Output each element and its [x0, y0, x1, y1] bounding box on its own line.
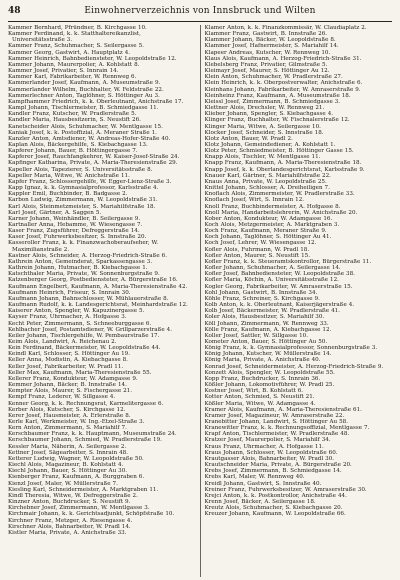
directory-entry: Koch Franz, Kaufmann, Meraner Straße 9.: [204, 228, 327, 235]
directory-entry: Klotz Johann, Gemeindediener, A. Kohlstatt 1.: [204, 141, 336, 148]
directory-entry: Kaser Franz, Zugsführer, Defreggerstraße 14.: [8, 228, 140, 235]
directory-entry: Klinger Maria, Witwe, A. Seilergasse 10.: [204, 123, 321, 130]
directory-entry: Karl Josef, Gärtner, A. Saggen 5.: [8, 209, 102, 216]
directory-entry: Kaser Josef, Fuhrwerksbesitzer, S. Innstraße 20.: [8, 234, 147, 241]
directory-entry: Klotz Anton, Bauer, W. Pradl 2.: [204, 135, 293, 142]
directory-entry: Knoll Franz, Buchbindermeister, A. Hofgasse 8.: [204, 203, 341, 210]
directory-entry: Krautschneider Maria, Private, A. Bürgerstraße 20.: [204, 462, 352, 469]
directory-entry: Kapferer Josef, Rauchfangkehrer, W. Kaiser-Josef-Straße 24.: [8, 154, 180, 161]
directory-entry: Kerschbaumer Johann, Schmied, W. Pradlerstraße 19.: [8, 437, 162, 444]
directory-entry: Kempf Franz, Lederer, W. Sillgasse 4.: [8, 394, 116, 401]
directory-entry: Klinger Franz, Buchhalter, W. Fischnalerstraße 12.: [204, 117, 350, 124]
directory-entry: Kößler Johann, Lokomotivführer, W. Pradl 25.: [204, 382, 335, 389]
directory-entry: König Franz, k. k. Gymnasialprofessor, Sonnenburgstraße 3.: [204, 345, 378, 352]
directory-entry: Katschthaler Maria, Private, W. Sonnenburgstraße 9.: [8, 271, 160, 278]
directory-entry: Kolb Josef, Bäckermeister, W. Pradlerstraße 41.: [204, 308, 340, 315]
directory-entry: Koch Josef, Lehrer, W. Wiesengasse 12.: [204, 240, 317, 247]
directory-entry: Krenn Josef, Bäcker, A. Seilergasse 18.: [204, 499, 316, 506]
directory-entry: Kirchebner Josef, Zimmermann, W. Mentlgasse 3.: [8, 505, 150, 512]
directory-entry: Kammer Georg, Gastwirt, A. Hauptplatz 4.: [8, 49, 131, 56]
directory-entry: Klammer Franz, Gastwirt, B. Innstraße 26.: [204, 31, 328, 38]
directory-entry: Keller Max, Kaufmann, Maria-Theresienstraße 55.: [8, 369, 152, 376]
directory-entry: Kerschbaumer Franz, k. k. Hauptmann, Museumstraße 24.: [8, 431, 177, 438]
directory-entry: Kreiner Franz, Fuhrwerksbesitzer, W. Amraserstraße 30.: [204, 486, 367, 493]
directory-entry: Kammerlechner Anton, Taglöhner, S. Höttinger Au 3.: [8, 92, 160, 99]
directory-entry: Kerer Josef, Hausmeister, A. Erlerstraße 8.: [8, 412, 131, 419]
directory-entry: Kapp Ignaz, k. k. Gymnasialprofessor, Karlsstraße 4.: [8, 185, 159, 192]
directory-entry: Kaplan Alois, Bäckergehilfe, S. Kiebachgasse 13.: [8, 141, 148, 148]
left-column: [8, 25, 196, 577]
directory-entry: Knauer Karl, Gärtner, S. Mariahilfstraße 22.: [204, 172, 331, 179]
directory-entry: Kettner Josef, Sägearbeiter, S. Innrain 48.: [8, 449, 129, 456]
directory-entry: Knoflach Josef, Wirt, S. Innrain 12.: [204, 197, 305, 204]
directory-entry: Kiechl Johann, Bauer, S. Höttinger Au 30.: [8, 468, 128, 475]
directory-entry: Kotter Anton, Schmied, S. Neustift 21.: [204, 394, 315, 401]
directory-entry: Kirchner Franz, Metzger, A. Riesengasse 4.: [8, 517, 133, 524]
directory-entry: Koler Alois, Hausbesitzer, S. Mariahilf 30.: [204, 314, 325, 321]
directory-entry: Koller Josef, Sattler, W. Sillgasse 10.: [204, 332, 308, 339]
directory-entry: Kinzner Anton, Buchdrucker, S. Neustift 9.: [8, 499, 131, 506]
directory-entry: Kofler Maria, Köchin, A. Universitätsstraße 12.: [204, 277, 339, 284]
directory-entry: Klaus Alois, Kaufmann, A. Herzog-Friedrich-Straße 31.: [204, 55, 362, 62]
directory-entry: Kandler Franz, Kutscher, W. Pradlerstraße 5.: [8, 111, 137, 118]
directory-entry: Konzett Alois, Spengler, W. Leopoldstraße 55.: [204, 369, 335, 376]
directory-entry: Kasseroller Franz, k. k. Finanzwachoberaufseher, W. Maximilianstraße 2.: [8, 240, 159, 253]
directory-entry: Kaiserer Anton, Spengler, W. Kapuzinergasse 5.: [8, 308, 145, 315]
directory-entry: Kaufmann Rudolf, k. k. Landesgerichtsrat, Meinhardstraße 12.: [8, 302, 188, 309]
directory-entry: Koch Alois, Metzgermeister, A. Marktgraben 3.: [204, 222, 340, 228]
directory-entry: Karl Alois, Steinmetzmeister, S. Mariahilfstraße 18.: [8, 203, 156, 210]
directory-entry: Kammer Karl, Fabrikarbeiter, W. Rennweg 6.: [8, 74, 137, 81]
directory-entry: Keller Anna, Modistin, A. Kiebachgasse 8.: [8, 357, 128, 364]
directory-entry: Katzenberger Georg, Postbediensteter, A. Bürgerstraße 16.: [8, 277, 178, 284]
directory-entry: Klein Anton, Schuhmacher, W. Pradlerstraße 27.: [204, 74, 343, 81]
directory-entry: Kistler Maria, Private, A. Anichstraße 33.: [8, 529, 127, 536]
directory-entry: Kammer Johann, Maurerpolier, A. Kohlstatt 8.: [8, 61, 140, 68]
directory-entry: Kanzler Anton, Amtsdiener, W. Andreas-Hofer-Straße 40.: [8, 135, 171, 142]
directory-entry: Keller Josef, Fabrikarbeiter, W. Pradl 11.: [8, 363, 124, 370]
directory-entry: Kandler Maria, Hausbesitzerin, S. Neustift 26.: [8, 117, 141, 124]
directory-entry: Knoll Maria, Handarbeitslehrerin, W. Anichstraße 20.: [204, 209, 358, 216]
running-title: Einwohnerverzeichnis von Innsbruck und Wilten: [84, 6, 316, 16]
directory-entry: Kofler Franz, k. k. Steueramtskontrollor, Bürgerstraße 11.: [204, 258, 372, 265]
directory-entry: Kolb Anton, k. k. Oberleutnant, Kaiserjägerstraße 4.: [204, 302, 355, 309]
directory-entry: Krautgasser Alois, Bahnarbeiter, W. Pradl 30.: [204, 455, 335, 462]
directory-entry: Klein Heinrich, k. k. Oberpostverwalter, Anichstraße 6.: [204, 80, 363, 87]
directory-entry: Kempter Alois, Maurer, S. Fischergasse 21.: [8, 388, 133, 395]
directory-entry: Kecht Peter, Zimmermann, S. Schneeburggasse 6.: [8, 320, 152, 327]
directory-entry: Kienberger Franz, Kaufmann, A. Burggraben 6.: [8, 474, 145, 481]
directory-entry: Klotz Peter, Schmiedmeister, B. Höttinger Gasse 15.: [204, 148, 354, 155]
directory-entry: Kindl Theresia, Witwe, W. Defreggerstraße 2.: [8, 492, 138, 499]
column-divider: [200, 25, 201, 577]
directory-entry: Kratzer Josef, Maurerpolier, S. Mariahilf 34.: [204, 437, 331, 444]
directory-entry: Kayser Franz, Uhrmacher, A. Hofgasse 3.: [8, 314, 127, 321]
header-rule: [8, 21, 392, 22]
directory-entry: Kofler Alois, Fuhrmann, W. Pradl 18.: [204, 246, 310, 253]
directory-entry: Kostner Josef, Wirt, B. Kohlstatt 6.: [204, 388, 304, 395]
directory-entry: Kopp Franz, Buchdrucker, S. Innrain 36.: [204, 375, 321, 382]
directory-entry: Kreuzer Johann, Kaufmann, W. Leopoldstraße 66.: [204, 511, 346, 518]
directory-entry: Kenner Georg, k. k. Rechnungsrat, Karmelitergasse 6.: [8, 400, 164, 407]
directory-entry: Kellerer Franz, Kondukteur, W. Adamgasse 9.: [8, 375, 138, 382]
directory-entry: Klettner Alois, Drechsler, W. Rennweg 21.: [204, 105, 325, 112]
directory-entry: Kofler Johann, Schuhmacher, A. Seilergasse 14.: [204, 265, 341, 272]
directory-entry: Klieber Johann, Spengler, S. Kiebachgasse 4.: [204, 111, 334, 118]
directory-entry: Kreutz Alois, Schuhmacher, S. Kiebachgasse 20.: [204, 505, 343, 512]
directory-entry: Kammer Bernhard, Pfründner, B. Kirchgasse 10.: [8, 25, 147, 31]
directory-entry: Kölle Franz, Kaufmann, A. Kiebachgasse 12.: [204, 326, 332, 333]
directory-entry: Kiechl Alois, Magazineur, B. Kohlstatt 4.: [8, 462, 124, 469]
directory-entry: Kogler Georg, Fabrikarbeiter, W. Amraserstraße 15.: [204, 283, 353, 290]
directory-entry: Kranewitter Franz, k. k. Rechnungsoffizial, Mentlgasse 7.: [204, 425, 370, 432]
directory-entry: Kometer Anton, Bauer, S. Höttinger Au 50.: [204, 338, 328, 345]
directory-entry: Karbon Ludwig, Zimmermann, W. Leopoldstraße 31.: [8, 197, 158, 204]
right-column: [205, 25, 393, 577]
directory-entry: Kerle Karl, Werkmeister, W. Ing.-Etzel-Straße 3.: [8, 419, 145, 425]
directory-entry: Kappler Emil, Buchbinder, B. Badgasse 2.: [8, 191, 128, 198]
directory-entry: Kraus Johann, Schlosser, W. Leopoldstraße 60.: [204, 449, 338, 456]
directory-entry: Karner Johann, Weinhändler, B. Seilergasse 9.: [8, 215, 141, 222]
directory-entry: Kessler Maria, Näherin, A. Seilergasse 2.: [8, 443, 127, 450]
page-header: [8, 6, 392, 18]
directory-entry: Kleinheinz Franz, Kaufmann, A. Museumstraße 18.: [204, 92, 351, 99]
directory-entry: Kofler Anton, Maurer, S. Neustift 15.: [204, 252, 310, 259]
directory-entry: Kammerlander Josef, Kaufmann, A. Museumstraße 9.: [8, 80, 161, 87]
directory-entry: Konrad Josef, Schneidermeister, A. Herzog-Friedrich-Straße 9.: [204, 363, 384, 370]
directory-entry: Kirchmair Johann, k. k. Gerichtsadjunkt, Schöpfstraße 10.: [8, 511, 175, 518]
directory-entry: König Maria, Private, A. Anichstraße 40.: [204, 357, 321, 364]
directory-entry: Kirschner Alois, Bahnarbeiter, W. Pradl 14.: [8, 523, 131, 530]
directory-entry: Kapeller Alois, Tapezierer, S. Universitätsstraße 8.: [8, 166, 153, 173]
directory-entry: Kienzl Josef, Maler, W. Müllerstraße 7.: [8, 480, 118, 487]
directory-entry: Kampl Johann, Tischlermeister, B. Schmiedgasse 11.: [8, 105, 159, 112]
directory-entry: Knittel Johann, Schlosser, A. Dreiheiligen 7.: [204, 185, 330, 192]
directory-entry: Klammer Johann, Bäcker, W. Leopoldstraße 8.: [204, 37, 336, 44]
directory-entry: Kapferer Johann, Bauer, B. Höttingergasse 7.: [8, 148, 138, 155]
directory-entry: Kammer Heinrich, Bahnbediensteter, W. Leopoldstraße 12.: [8, 55, 177, 62]
directory-entry: Knapp Josef, k. k. Oberlandesgerichtsrat, Karlsstraße 9.: [204, 166, 365, 173]
directory-entry: Krebs Josef, Zimmermann, B. Schmiedgasse 14.: [204, 468, 342, 475]
directory-entry: Koch Johann, Taglöhner, S. Höttinger Au 41.: [204, 234, 332, 241]
directory-entry: Kathrein Johann, Hutmacher, B. Kiebachgasse 1.: [8, 265, 148, 272]
directory-entry: Kein Ferdinand, Bäckermeister, W. Leopoldstraße 44.: [8, 345, 161, 352]
directory-entry: Kleissl Josef, Zimmermann, B. Schmiedgasse 3.: [204, 98, 341, 105]
directory-columns: [8, 25, 392, 577]
directory-entry: Köll Johann, Zimmermann, W. Rennweg 33.: [204, 320, 329, 327]
directory-entry: Krebs Karl, Maler, W. Rennweg 40.: [204, 474, 305, 481]
directory-entry: Kehlbacher Josef, Postamtsdiener, W. Grillparzerstraße 4.: [8, 326, 172, 333]
directory-entry: Kofler Josef, Bahnbediensteter, W. Leopoldstraße 38.: [204, 271, 355, 278]
directory-entry: Kranebitter Johann, Landwirt, S. Höttinger Au 58.: [204, 419, 349, 425]
directory-entry: Köhle Franz, Schreiner, S. Kirchgasse 9.: [204, 295, 320, 302]
directory-entry: Kohl Johann, Gastwirt, B. Innstraße 34.: [204, 289, 318, 296]
directory-entry: Kammer Ferdinand, k. k. Statthaltereikanzlist, Universitätsstraße 3.: [8, 31, 141, 44]
directory-entry: Krapf Anton, Tischlermeister, W. Pradlerstraße 48.: [204, 431, 350, 438]
directory-entry: Knapp Franz, Kaufmann, A. Maria-Theresienstraße 18.: [204, 160, 362, 167]
directory-entry: Knaus Anna, Private, W. Leopoldstraße 25.: [204, 178, 327, 185]
directory-entry: Keindl Karl, Schlosser, S. Höttinger Au 19.: [8, 351, 130, 358]
directory-entry: Kreidl Johann, Gastwirt, S. Innstraße 40.: [204, 480, 322, 487]
directory-entry: Ketterer Ludwig, Wagner, W. Leopoldstraße 50.: [8, 455, 144, 462]
directory-entry: Krejci Anton, k. k. Postkontrollor, Anichstraße 44.: [204, 492, 347, 499]
directory-entry: Klebelsberg Franz, Privatier, Gilmstraße 5.: [204, 61, 328, 68]
directory-entry: Kleinhans Johann, Fabrikarbeiter, W. Amraserstraße 9.: [204, 86, 361, 93]
page-number: 48: [8, 6, 21, 16]
directory-entry: Kammer Franz, Schuhmacher, S. Seilergasse 5.: [8, 43, 144, 50]
directory-entry: Klocker Josef, Schneider, S. Innstraße 18.: [204, 129, 324, 136]
directory-entry: Kammer Josef, Privatier, S. Innrain 14.: [8, 68, 119, 75]
directory-entry: Kiesling Karl, Schneidermeister, A. Marktgraben 11.: [8, 486, 159, 493]
directory-entry: Kober Anton, Kondukteur, W. Adamgasse 16.: [204, 215, 333, 222]
directory-entry: Kramer Josef, Magazineur, W. Amraserstraße 22.: [204, 412, 345, 419]
directory-entry: Kapeller Maria, Witwe, W. Anichstraße 11.: [8, 172, 130, 179]
directory-entry: Kathrein Anton, Gemeinderat, Sparkassengasse 3.: [8, 258, 153, 265]
directory-entry: Kartnaller Anna, Hebamme, W. Wiesengasse 7.: [8, 222, 143, 228]
directory-entry: Kraus Franz, Uhrmacher, A. Hofgasse 11.: [204, 443, 324, 450]
directory-entry: Keiler Johann, Tischlergehilfe, W. Pembaurstraße 17.: [8, 332, 160, 339]
directory-entry: Kaufmann Heinrich, Friseur, S. Innrain 30.: [8, 289, 131, 296]
directory-entry: Kammerlander Wilhelm, Buchhalter, W. Feldstraße 22.: [8, 86, 164, 93]
directory-entry: Kapfinger Katharina, Private, A. Maria-Theresienstraße 29.: [8, 160, 178, 167]
directory-entry: König Johann, Kutscher, W. Müllerstraße 14.: [204, 351, 332, 358]
directory-entry: Kerber Alois, Kutscher, S. Kirchgasse 12.: [8, 406, 126, 413]
directory-entry: Kampfhammer Friedrich, k. k. Oberleutnant, Anichstraße 17.: [8, 98, 184, 105]
directory-entry: Kapfer Franz, Schlossergehilfe, W. Egger-Lienz-Straße 3.: [8, 178, 172, 185]
directory-entry: Kern Anton, Zimmermann, S. Mariahilf 7.: [8, 425, 127, 432]
directory-entry: Kaufmann Engelbert, Kaufmann, A. Maria-Theresienstraße 42.: [8, 283, 188, 290]
directory-entry: Kaniak Josef, k. k. Postoffizial, A. Meraner Straße 1.: [8, 129, 157, 136]
directory-entry: Klammer Josef, Hafnermeister, S. Mariahilf 14.: [204, 43, 339, 50]
directory-entry: Kanetscheider Alois, Schuhmacher, W. Mentlgasse 15.: [8, 123, 163, 130]
directory-entry: Klapeer Andreas, Kutscher, W. Rennweg 10.: [204, 49, 331, 56]
directory-entry: Klamer Anton, k. k. Finanzkommissär, W. Claudiaplatz 2.: [204, 25, 367, 31]
directory-entry: Kößler Maria, Witwe, W. Adamgasse 4.: [204, 400, 316, 407]
directory-entry: Kleimayr Josef, Maurer, S. Höttinger Au 12.: [204, 68, 330, 75]
directory-entry: Keim Alois, Landwirt, A. Reichenau 2.: [8, 338, 117, 345]
directory-entry: Knoflach Alois, Zimmermeister, W. Pradlerstraße 33.: [204, 191, 355, 198]
directory-entry: Kaufmann Johann, Bahnschlosser, W. Mühlauerstraße 8.: [8, 295, 169, 302]
directory-entry: Kramer Alois, Kaufmann, A. Maria-Theresienstraße 61.: [204, 406, 362, 413]
directory-entry: Kastner Alois, Schneider, A. Herzog-Friedrich-Straße 6.: [8, 252, 168, 259]
directory-entry: Knapp Alois, Tischler, W. Mentlgasse 11.: [204, 154, 321, 161]
directory-entry: Kemmer Johann, Bäcker, B. Innstraße 14.: [8, 382, 127, 389]
